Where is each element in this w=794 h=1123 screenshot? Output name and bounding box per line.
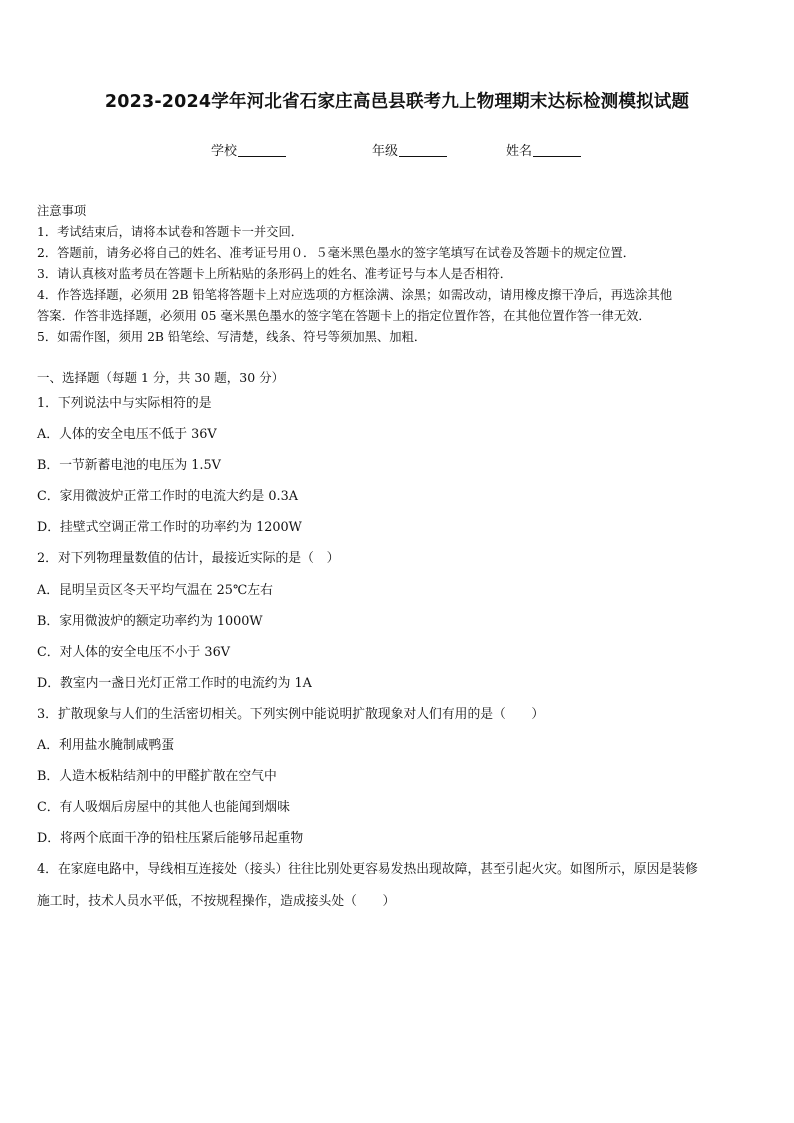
option-d: D．将两个底面干净的铅柱压紧后能够吊起重物	[37, 831, 304, 846]
notice-heading: 注意事项	[37, 204, 87, 218]
question-stem: 3．扩散现象与人们的生活密切相关。下列实例中能说明扩散现象对人们有用的是（ ）	[37, 707, 545, 722]
option-d: D．教室内一盏日光灯正常工作时的电流约为 1A	[37, 676, 312, 691]
school-blank	[238, 143, 286, 157]
option-a: A．利用盐水腌制咸鸭蛋	[37, 738, 175, 753]
grade-blank	[399, 143, 447, 157]
option-b: B．家用微波炉的额定功率约为 1000W	[37, 614, 263, 629]
notice-item: 1．考试结束后，请将本试卷和答题卡一并交回．	[37, 225, 304, 239]
question-stem: 2．对下列物理量数值的估计，最接近实际的是（ ）	[37, 551, 340, 566]
name-field	[506, 140, 581, 159]
name-label: 姓名	[506, 144, 533, 159]
question-stem: 1．下列说法中与实际相符的是	[37, 396, 212, 411]
student-info-row	[0, 140, 794, 160]
option-c: C．对人体的安全电压不小于 36V	[37, 645, 230, 660]
school-label: 学校	[211, 144, 238, 159]
notice-item: 答案．作答非选择题，必须用 05 毫米黑色墨水的签字笔在答题卡上的指定位置作答，在其他位置作答一律无效．	[37, 309, 651, 323]
exam-title: 2023-2024学年河北省石家庄高邑县联考九上物理期末达标检测模拟试题	[104, 92, 690, 112]
option-b: B．一节新蓄电池的电压为 1.5V	[37, 458, 221, 473]
grade-field	[372, 140, 447, 159]
question-stem-line: 施工时，技术人员水平低，不按规程操作，造成接头处（ ）	[37, 894, 396, 909]
notice-item: 3．请认真核对监考员在答题卡上所粘贴的条形码上的姓名、准考证号与本人是否相符．	[37, 267, 513, 281]
option-a: A．人体的安全电压不低于 36V	[37, 427, 217, 442]
option-a: A．昆明呈贡区冬天平均气温在 25℃左右	[37, 583, 273, 598]
notice-item: 5．如需作图，须用 2B 铅笔绘、写清楚，线条、符号等须加黑、加粗．	[37, 330, 427, 344]
section-heading: 一、选择题（每题 1 分，共 30 题，30 分）	[37, 370, 285, 385]
name-blank	[533, 143, 581, 157]
notice-item: 4．作答选择题，必须用 2B 铅笔将答题卡上对应选项的方框涂满、涂黑；如需改动，请用橡皮擦干净后，再选涂其他	[37, 288, 673, 302]
option-c: C．有人吸烟后房屋中的其他人也能闻到烟味	[37, 800, 290, 815]
school-field	[211, 140, 286, 159]
option-b: B．人造木板粘结剂中的甲醛扩散在空气中	[37, 769, 277, 784]
option-d: D．挂壁式空调正常工作时的功率约为 1200W	[37, 520, 302, 535]
grade-label: 年级	[372, 144, 399, 159]
question-stem-line: 4．在家庭电路中，导线相互连接处（接头）往往比别处更容易发热出现故障，甚至引起火灾。如图所示，原因是装修	[37, 862, 698, 877]
notice-item: 2．答题前，请务必将自己的姓名、准考证号用０．５毫米黑色墨水的签字笔填写在试卷及答题卡的规定位置．	[37, 246, 636, 260]
option-c: C．家用微波炉正常工作时的电流大约是 0.3A	[37, 489, 298, 504]
